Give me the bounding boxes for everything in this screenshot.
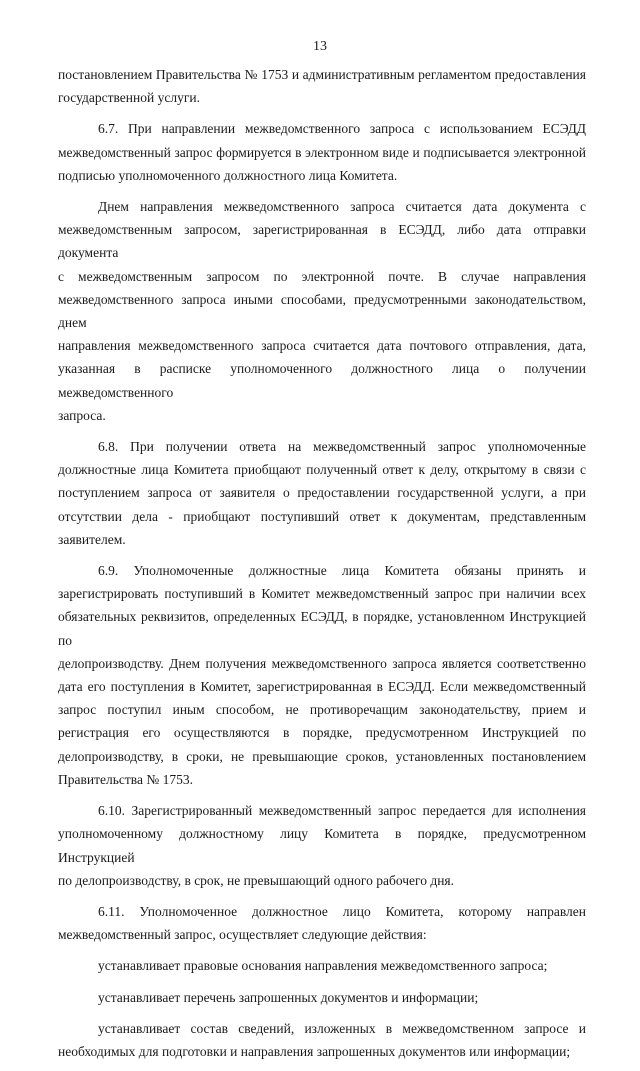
text-line: уполномоченному должностному лицу Комитета в порядке, предусмотренном Инструкцией: [58, 826, 586, 865]
text-line: устанавливает перечень запрошенных документов и информации;: [98, 989, 479, 1005]
text-line: постановлением Правительства № 1753 и административным регламентом предоставления: [58, 67, 586, 82]
text-line: необходимых для подготовки и направления запрошенных документов или информации;: [58, 1043, 571, 1059]
text-line: дата его поступления в Комитет, зарегистрированная в ЕСЭДД. Если межведомственный: [58, 679, 586, 695]
text-line: межведомственного запроса иными способами, предусмотренными законодательством, днем: [58, 291, 586, 331]
text-line: делопроизводству. Днем получения межведомственного запроса является соответственно: [58, 655, 586, 671]
text-line: направления межведомственного запроса считается дата почтового отправления, дата,: [58, 338, 586, 354]
text-line: с межведомственным запросом по электронной почте. В случае направления: [58, 268, 586, 284]
text-line: межведомственный запрос, осуществляет следующие действия:: [58, 927, 427, 943]
text-line: должностные лица Комитета приобщают полученный ответ к делу, открытому в связи с: [58, 462, 586, 478]
text-line: 6.11. Уполномоченное должностное лицо Комитета, которому направлен: [98, 903, 586, 919]
paragraph: [58, 986, 586, 1009]
text-line: устанавливает состав сведений, изложенных в межведомственном запросе и: [98, 1020, 586, 1036]
text-line: Правительства № 1753.: [58, 771, 193, 787]
text-line: государственной услуги.: [58, 90, 200, 106]
text-line: Днем направления межведомственного запроса считается дата документа с: [98, 199, 586, 215]
paragraph: [58, 799, 586, 892]
text-line: 6.7. При направлении межведомственного запроса с использованием ЕСЭДД: [98, 121, 586, 137]
text-line: 6.9. Уполномоченные должностные лица Комитета обязаны принять и: [98, 563, 586, 579]
document-body: [58, 63, 586, 1071]
text-line: 6.10. Зарегистрированный межведомственный запрос передается для исполнения: [98, 803, 586, 819]
text-line: обязательных реквизитов, определенных ЕСЭДД, в порядке, установленном Инструкцией по: [58, 609, 586, 648]
text-line: регистрация его осуществляются в порядке, предусмотренном Инструкцией по: [58, 725, 586, 741]
text-line: межведомственный запрос формируется в электронном виде и подписывается электронной: [58, 144, 586, 160]
paragraph: [58, 559, 586, 791]
paragraph: [58, 117, 586, 187]
paragraph: [58, 1017, 586, 1063]
text-line: поступлением запроса от заявителя о предоставлении государственной услуги, а при: [58, 485, 586, 501]
page-number: 13: [313, 39, 327, 54]
text-line: отсутствии дела - приобщают поступивший ответ к документам, представленным: [58, 508, 586, 524]
text-line: устанавливает правовые основания направления межведомственного запроса;: [98, 958, 548, 974]
text-line: подписью уполномоченного должностного лица Комитета.: [58, 167, 398, 183]
text-line: запрос поступил иным способом, не противоречащим законодательству, прием и: [58, 702, 586, 718]
text-line: 6.8. При получении ответа на межведомственный запрос уполномоченные: [98, 439, 586, 455]
paragraph: [58, 63, 586, 109]
text-line: указанная в расписке уполномоченного должностного лица о получении межведомственного: [58, 361, 586, 400]
text-line: по делопроизводству, в срок, не превышающий одного рабочего дня.: [58, 872, 455, 888]
text-line: заявителем.: [58, 531, 126, 547]
text-line: зарегистрировать поступивший в Комитет межведомственный запрос при наличии всех: [58, 586, 586, 602]
paragraph: [58, 954, 586, 977]
paragraph: [58, 195, 586, 427]
text-line: делопроизводству, в сроки, не превышающие сроков, установленных постановлением: [58, 748, 586, 764]
text-line: запроса.: [58, 407, 106, 423]
text-line: межведомственным запросом, зарегистрированная в ЕСЭДД, либо дата отправки документа: [58, 222, 586, 261]
paragraph: [58, 900, 586, 946]
paragraph: [58, 435, 586, 551]
